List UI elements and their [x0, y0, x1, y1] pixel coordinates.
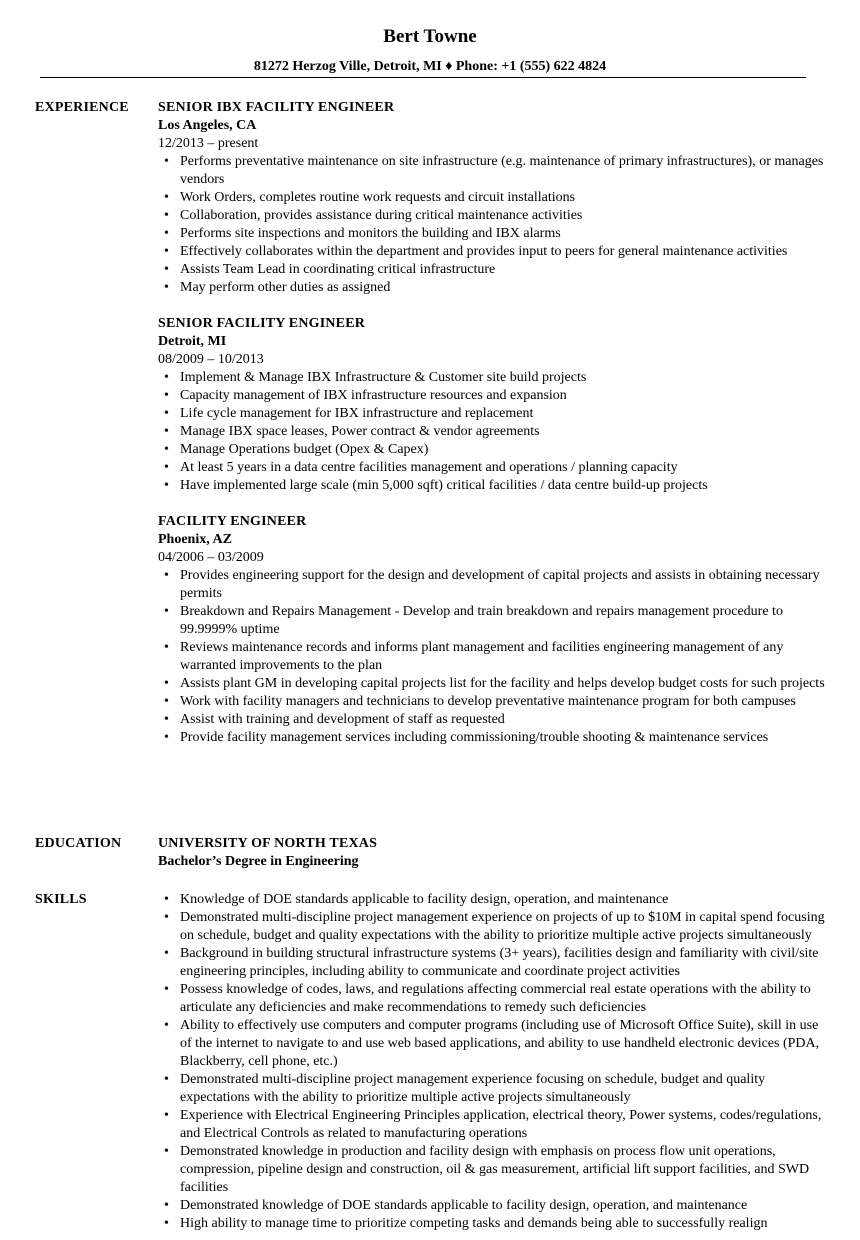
- list-item-text: Capacity management of IBX infrastructure resources and expansion: [180, 388, 567, 403]
- list-item-text: Possess knowledge of codes, laws, and regulations affecting commercial real estate operations with the ability to articulate any deficiencies and make recommendations to remedy such deficiencies: [180, 982, 811, 1015]
- job-entry: [158, 99, 825, 297]
- bullet-icon: •: [164, 406, 169, 421]
- list-item: [158, 1017, 825, 1071]
- list-item: [158, 1197, 825, 1215]
- education-heading: EDUCATION: [35, 836, 122, 851]
- bullet-icon: •: [164, 910, 169, 925]
- list-item-text: Performs site inspections and monitors the building and IBX alarms: [180, 226, 561, 241]
- bullet-icon: •: [164, 424, 169, 439]
- job-title: SENIOR IBX FACILITY ENGINEER: [158, 100, 395, 115]
- list-item: [158, 405, 825, 423]
- list-item-text: Manage Operations budget (Opex & Capex): [180, 442, 429, 457]
- list-item-text: At least 5 years in a data centre facilities management and operations / planning capacity: [180, 460, 678, 475]
- bullet-icon: •: [164, 676, 169, 691]
- bullet-icon: •: [164, 244, 169, 259]
- list-item-text: High ability to manage time to prioritize competing tasks and demands being able to successfully realign: [180, 1216, 768, 1231]
- bullet-icon: •: [164, 982, 169, 997]
- job-bullets: [158, 153, 825, 297]
- job-title: FACILITY ENGINEER: [158, 514, 307, 529]
- list-item: [158, 261, 825, 279]
- list-item-text: Ability to effectively use computers and computer programs (including use of Microsoft Office Suite), skill in use of the internet to navigate to and use web based applications, and ability to use handheld electronic devices (PDA, Blackberry, cell phone, etc.): [180, 1018, 820, 1069]
- list-item-text: Performs preventative maintenance on site infrastructure (e.g. maintenance of primary infrastructures), or manages vendors: [180, 154, 824, 187]
- experience-heading: EXPERIENCE: [35, 100, 129, 115]
- bullet-icon: •: [164, 190, 169, 205]
- list-item: [158, 1071, 825, 1107]
- list-item: [158, 225, 825, 243]
- list-item: [158, 675, 825, 693]
- list-item: [158, 945, 825, 981]
- header-divider: [40, 77, 806, 78]
- list-item-text: Background in building structural infrastructure systems (3+ years), facilities design and familiarity with civil/site engineering principles, including ability to communicate and coordinate project activities: [180, 946, 819, 979]
- list-item: [158, 153, 825, 189]
- contact-line: 81272 Herzog Ville, Detroit, MI ♦ Phone: +1 (555) 622 4824: [253, 59, 607, 74]
- list-item: [158, 207, 825, 225]
- list-item: [158, 603, 825, 639]
- skills-body: [158, 891, 825, 1233]
- list-item-text: Implement & Manage IBX Infrastructure & Customer site build projects: [180, 370, 587, 385]
- job-dates: 08/2009 – 10/2013: [158, 352, 264, 367]
- bullet-icon: •: [164, 1144, 169, 1159]
- list-item-text: May perform other duties as assigned: [180, 280, 391, 295]
- job-location: Los Angeles, CA: [158, 118, 257, 133]
- list-item: [158, 567, 825, 603]
- job-entry: [158, 315, 825, 495]
- list-item-text: Life cycle management for IBX infrastructure and replacement: [180, 406, 534, 421]
- list-item: [158, 891, 825, 909]
- bullet-icon: •: [164, 442, 169, 457]
- job-bullets: [158, 567, 825, 747]
- bullet-icon: •: [164, 226, 169, 241]
- list-item-text: Assists plant GM in developing capital projects list for the facility and helps develop budget costs for such projects: [180, 676, 825, 691]
- list-item-text: Have implemented large scale (min 5,000 sqft) critical facilities / data centre build-up projects: [180, 478, 708, 493]
- bullet-icon: •: [164, 370, 169, 385]
- list-item: [158, 243, 825, 261]
- bullet-icon: •: [164, 892, 169, 907]
- skills-heading: SKILLS: [35, 892, 87, 907]
- bullet-icon: •: [164, 604, 169, 619]
- bullet-icon: •: [164, 154, 169, 169]
- list-item-text: Demonstrated knowledge in production and facility design with emphasis on process flow unit operations, compression, pipeline design and construction, oil & gas measurement, artificial lift support facilities, and SWD facilities: [180, 1144, 810, 1195]
- list-item-text: Breakdown and Repairs Management - Develop and train breakdown and repairs management procedure to 99.9999% uptime: [180, 604, 783, 637]
- list-item: [158, 1215, 825, 1233]
- bullet-icon: •: [164, 640, 169, 655]
- list-item: [158, 369, 825, 387]
- bullet-icon: •: [164, 1216, 169, 1231]
- bullet-icon: •: [164, 478, 169, 493]
- bullet-icon: •: [164, 1198, 169, 1213]
- list-item: [158, 639, 825, 675]
- bullet-icon: •: [164, 730, 169, 745]
- list-item-text: Demonstrated multi-discipline project management experience focusing on schedule, budget and quality expectations with the ability to prioritize multiple active projects simultaneously: [180, 1072, 766, 1105]
- bullet-icon: •: [164, 208, 169, 223]
- list-item: [158, 1107, 825, 1143]
- list-item: [158, 909, 825, 945]
- list-item-text: Effectively collaborates within the department and provides input to peers for general maintenance activities: [180, 244, 788, 259]
- bullet-icon: •: [164, 280, 169, 295]
- list-item: [158, 1143, 825, 1197]
- list-item-text: Experience with Electrical Engineering Principles application, electrical theory, Power systems, codes/regulations, and Electrical Controls as related to manufacturing operations: [180, 1108, 822, 1141]
- bullet-icon: •: [164, 460, 169, 475]
- list-item-text: Assists Team Lead in coordinating critical infrastructure: [180, 262, 496, 277]
- list-item: [158, 279, 825, 297]
- list-item-text: Provides engineering support for the design and development of capital projects and assists in obtaining necessary permits: [180, 568, 820, 601]
- job-dates: 04/2006 – 03/2009: [158, 550, 264, 565]
- list-item: [158, 387, 825, 405]
- bullet-icon: •: [164, 388, 169, 403]
- bullet-icon: •: [164, 694, 169, 709]
- bullet-icon: •: [164, 946, 169, 961]
- skills-list: [158, 891, 825, 1233]
- list-item-text: Manage IBX space leases, Power contract & vendor agreements: [180, 424, 540, 439]
- bullet-icon: •: [164, 1108, 169, 1123]
- degree-name: Bachelor’s Degree in Engineering: [158, 854, 359, 869]
- list-item: [158, 459, 825, 477]
- list-item-text: Collaboration, provides assistance during critical maintenance activities: [180, 208, 583, 223]
- list-item: [158, 441, 825, 459]
- job-location: Phoenix, AZ: [158, 532, 232, 547]
- bullet-icon: •: [164, 712, 169, 727]
- list-item-text: Reviews maintenance records and informs plant management and facilities engineering management of any warranted improvements to the plan: [180, 640, 784, 673]
- school-name: UNIVERSITY OF NORTH TEXAS: [158, 836, 378, 851]
- resume-name: Bert Towne: [383, 26, 477, 47]
- bullet-icon: •: [164, 262, 169, 277]
- list-item-text: Provide facility management services including commissioning/trouble shooting & maintenance services: [180, 730, 769, 745]
- job-location: Detroit, MI: [158, 334, 227, 349]
- list-item: [158, 423, 825, 441]
- list-item: [158, 729, 825, 747]
- education-body: [158, 835, 825, 871]
- list-item: [158, 693, 825, 711]
- list-item: [158, 477, 825, 495]
- list-item: [158, 981, 825, 1017]
- job-bullets: [158, 369, 825, 495]
- bullet-icon: •: [164, 1018, 169, 1033]
- bullet-icon: •: [164, 1072, 169, 1087]
- job-dates: 12/2013 – present: [158, 136, 259, 151]
- list-item: [158, 711, 825, 729]
- bullet-icon: •: [164, 568, 169, 583]
- list-item-text: Demonstrated multi-discipline project management experience on projects of up to $10M in capital spend focusing on schedule, budget and quality expectations with the ability to prioritize multiple active projects simultaneously: [180, 910, 825, 943]
- list-item-text: Work with facility managers and technicians to develop preventative maintenance program for both campuses: [180, 694, 796, 709]
- list-item-text: Knowledge of DOE standards applicable to facility design, operation, and maintenance: [180, 892, 669, 907]
- job-title: SENIOR FACILITY ENGINEER: [158, 316, 366, 331]
- list-item-text: Demonstrated knowledge of DOE standards applicable to facility design, operation, and maintenance: [180, 1198, 748, 1213]
- experience-list: [158, 99, 825, 765]
- list-item-text: Assist with training and development of staff as requested: [180, 712, 505, 727]
- list-item: [158, 189, 825, 207]
- job-entry: [158, 513, 825, 747]
- list-item-text: Work Orders, completes routine work requests and circuit installations: [180, 190, 576, 205]
